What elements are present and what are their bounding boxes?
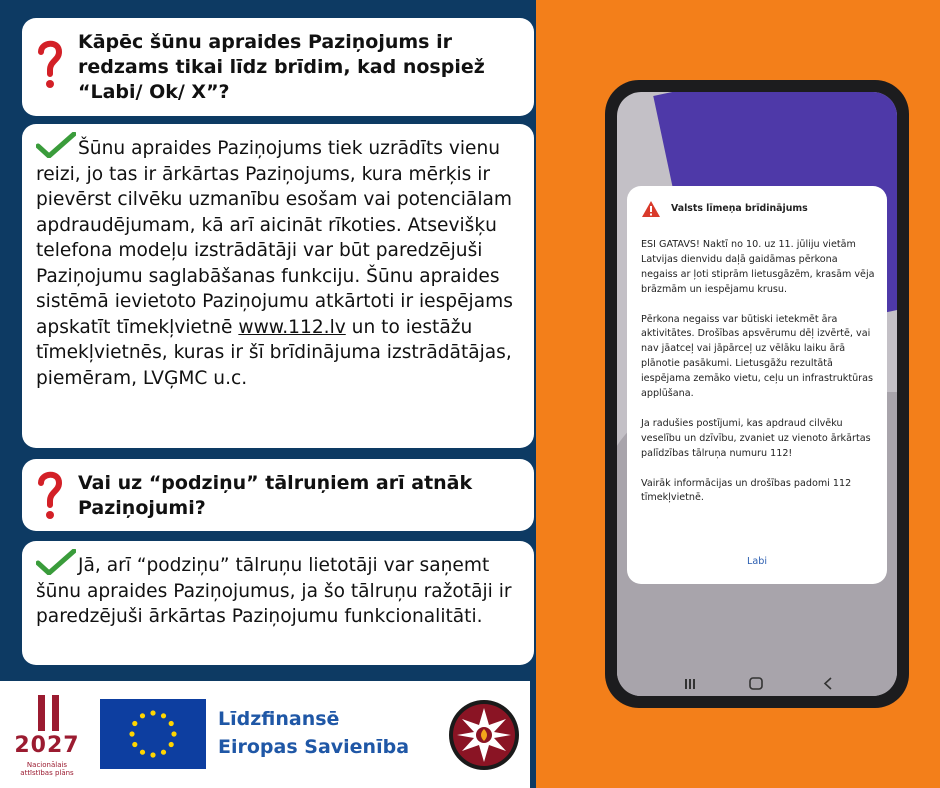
np-bar [52,695,59,731]
np-bars [36,695,62,731]
eu-cofunded-text [218,705,409,761]
recent-apps-icon [685,679,687,689]
checkmark-icon [36,549,76,575]
question-mark-icon [36,36,64,92]
eu-flag-icon [100,699,206,769]
alert-dialog-title: Valsts līmeņa brīdinājums [671,203,808,214]
eu-line-1: Līdzfinansē [218,708,340,730]
question-text-2: Vai uz “podziņu” tālruņiem arī atnāk Paziņojumi? [78,472,473,519]
back-icon [825,678,831,689]
alert-dialog-body: ESI GATAVS! Naktī no 10. uz 11. jūliju vietām Latvijas dienvidu daļā gaidāmas pērkona negaiss ar ļoti stiprām lietusgāzēm, krasām vēja brāzmām un iespējamu krusu. Pērkona negaiss var būtiski ietekmēt āra aktivitātes. Drošības apsvērumu dēļ izvērtē, vai nav jāatceļ vai jāpārceļ uz vēlāku laiku ārā plānotie pasākumi. Lietusgāžu rezultātā iespējama zemāko vietu, ceļu un infrastruktūras applūšana. Ja radušies postījumi, kas apdraud cilvēku veselību un dzīvību, zvaniet uz vienoto ārkārtas palīdzības tālruņa numuru 112! Vairāk informācijas un drošības padomi 112 tīmekļvietnē. [641,239,875,504]
question-text-1: Kāpēc šūnu apraides Paziņojums ir redzams tikai līdz brīdim, kad nospiež “Labi/ Ok/ X”? [78,31,485,103]
answer-text-1-part-a: Šūnu apraides Paziņojums tiek uzrādīts vienu reizi, jo tas ir ārkārtas Paziņojums, kura mērķis ir pievērst cilvēku uzmanību esošam vai potenciālam apdraudējumam, kā arī aicināt rīkoties. Atsevišķu telefona modeļu izstrādātāji var būt paredzējuši Paziņojumu saglabāšanas funkciju. Šūnu apraides sistēmā ievietoto Paziņojumu atkārtoti ir iespējams apskatīt tīmekļvietnē [36,138,513,338]
answer-card-2 [22,541,534,665]
question-card-2 [22,459,534,531]
national-development-plan-logo [14,695,80,779]
answer-text-1 [36,132,524,391]
np-bar [38,695,45,731]
navigation-bar [617,670,897,696]
answer-text-2-body: Jā, arī “podziņu” tālruņu lietotāji var saņemt šūnu apraides Paziņojumus, ja šo tālruņu ražotāji ir paredzējuši ārkārtas Paziņojumu funkcionalitāti. [36,555,512,627]
warning-triangle-icon [641,200,661,218]
checkmark-icon [36,132,76,158]
website-link[interactable]: www.112.lv [238,316,346,338]
np-caption: Nacionālais attīstības plāns [20,761,74,777]
question-mark-icon [36,467,64,523]
eu-line-2: Eiropas Savienība [218,736,410,758]
answer-card-1 [22,124,534,448]
alert-dialog [627,186,887,584]
np-year: 2027 [14,733,80,758]
answer-text-2 [36,549,524,630]
fire-rescue-emblem-icon [448,699,520,771]
question-card-1 [22,18,534,116]
ok-button[interactable]: Labi [747,556,767,567]
answer-text-1-part-b: un to iestāžu tīmekļvietnēs, kuras ir šī brīdinājuma izstrādātājas, piemēram, LVĢMC u.c. [36,316,512,389]
home-icon [750,678,762,689]
footer-logos [0,681,530,788]
status-bar [617,92,897,106]
